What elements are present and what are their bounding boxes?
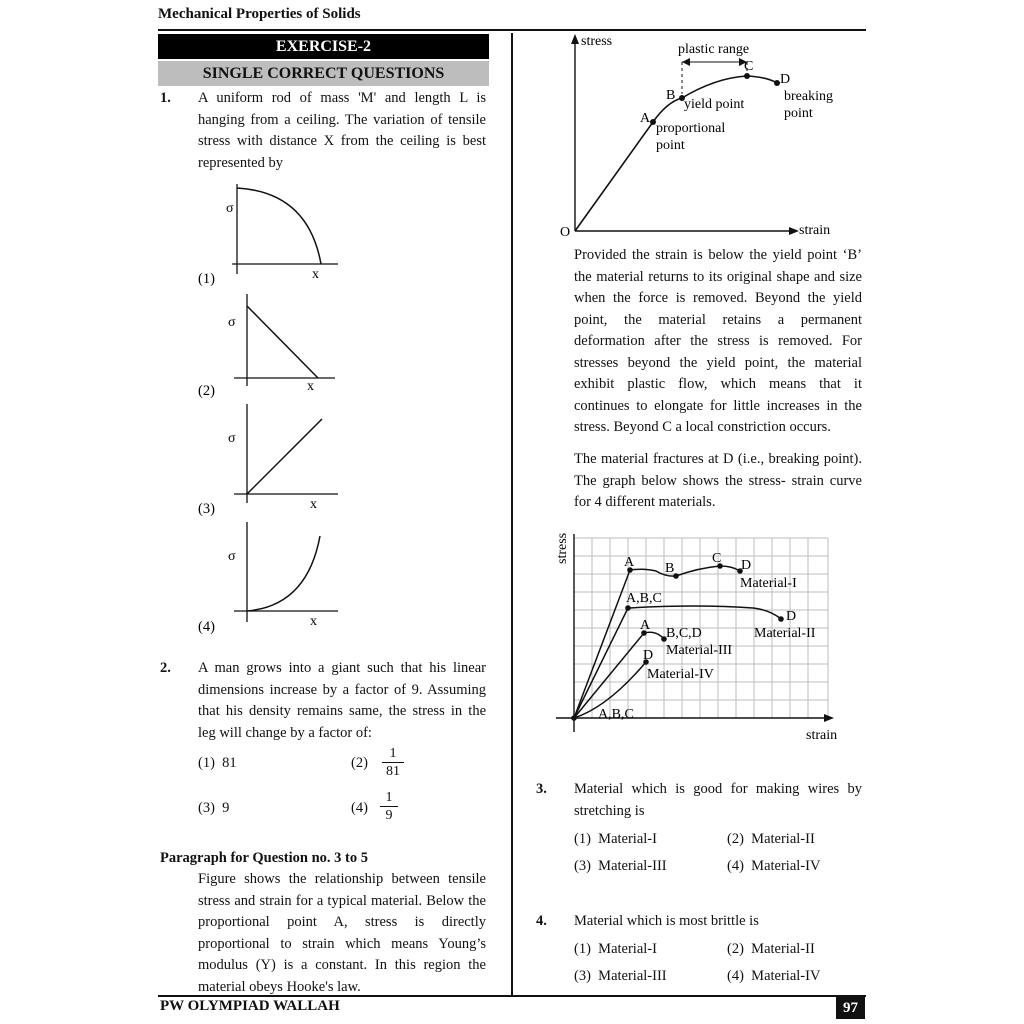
- q4-option-2: [727, 941, 815, 958]
- q1-graph-4-xlabel: x: [310, 614, 317, 629]
- q2-option-1: [198, 755, 237, 772]
- q3-number: 3.: [536, 781, 547, 797]
- page-header-title: Mechanical Properties of Solids: [158, 6, 361, 22]
- q3-option-2-label: (2): [727, 831, 744, 847]
- q4-option-2-value: Material-II: [751, 941, 815, 957]
- fig2-xlabel: strain: [806, 728, 838, 743]
- q2-option-1-value: 81: [222, 755, 237, 771]
- fig2-m3-a: A: [640, 618, 651, 633]
- q3-option-1: [574, 831, 657, 848]
- q1-graph-1: [198, 184, 338, 287]
- q1-graph-3-xlabel: x: [310, 497, 317, 512]
- q4-option-1: [574, 941, 657, 958]
- fig2-ylabel: stress: [555, 532, 570, 564]
- fig2-m1-b: B: [665, 561, 675, 576]
- paragraph-heading: Paragraph for Question no. 3 to 5: [160, 850, 368, 866]
- q1-graph-1-label: (1): [198, 271, 215, 287]
- fig1-breaking-2: point: [784, 106, 813, 121]
- q4-option-1-value: Material-I: [598, 941, 657, 957]
- q4-option-1-label: (1): [574, 941, 591, 957]
- q4-option-4-label: (4): [727, 968, 744, 984]
- fig1-yield-point: yield point: [684, 97, 745, 112]
- q3-option-4-value: Material-IV: [751, 858, 821, 874]
- fig1-point-c: C: [744, 59, 754, 74]
- q2-option-4-fraction: [380, 789, 398, 824]
- q1-graph-2: [198, 294, 335, 399]
- fig1-origin: O: [560, 225, 571, 240]
- q2-option-1-label: (1): [198, 755, 215, 771]
- q4-text: Material which is most brittle is: [574, 913, 759, 929]
- materials-figure: [548, 522, 848, 747]
- fig2-origin-abc: A,B,C: [598, 707, 634, 722]
- q4-number: 4.: [536, 913, 547, 929]
- fig2-m4-name: Material-IV: [647, 667, 714, 682]
- q2-option-2-denominator: 81: [386, 764, 400, 779]
- fig1-point-d: D: [780, 72, 791, 87]
- q1-graph-2-label: (2): [198, 383, 215, 399]
- page-number: 97: [836, 997, 865, 1019]
- q1-graph-3-label: (3): [198, 501, 215, 517]
- q3-option-1-label: (1): [574, 831, 591, 847]
- q1-graphs: [190, 178, 350, 648]
- fig2-m3-name: Material-III: [666, 643, 733, 658]
- q4-option-3: [574, 968, 667, 985]
- q2-option-4-denominator: 9: [385, 808, 393, 823]
- fig2-m2-abc: A,B,C: [626, 591, 662, 606]
- q4-option-3-label: (3): [574, 968, 591, 984]
- q2-option-2-numerator: 1: [382, 745, 404, 763]
- q2-option-4-numerator: 1: [380, 789, 398, 807]
- q1-text: A uniform rod of mass 'M' and length L is hanging from a ceiling. The variation of tensile stress with distance X from the ceiling is best represented by: [198, 90, 486, 171]
- q1-graph-2-ylabel: σ: [228, 315, 236, 330]
- q1-graph-2-xlabel: x: [307, 379, 314, 394]
- q1-graph-3-ylabel: σ: [228, 431, 236, 446]
- fig1-proportional-2: point: [656, 138, 685, 153]
- q1-graph-3: [198, 404, 338, 517]
- stress-strain-figure: [545, 32, 865, 247]
- q3-text: Material which is good for making wires by stretching is: [574, 781, 862, 819]
- q1-graph-1-xlabel: x: [312, 267, 319, 282]
- q1-graph-4: [198, 522, 338, 635]
- q3-option-4: [727, 858, 820, 875]
- column-divider: [511, 33, 513, 995]
- footer-brand: PW OLYMPIAD WALLAH: [160, 998, 340, 1014]
- fig2-m1-name: Material-I: [740, 576, 797, 591]
- fig2-m3-bcd: B,C,D: [666, 626, 702, 641]
- fig2-m4-d: D: [643, 648, 654, 663]
- q3-option-3: [574, 858, 667, 875]
- q4-option-3-value: Material-III: [598, 968, 667, 984]
- q3-option-2-value: Material-II: [751, 831, 815, 847]
- q2-option-3: [198, 800, 229, 817]
- q1-graph-1-ylabel: σ: [226, 201, 234, 216]
- header-rule: [158, 29, 866, 31]
- q3-option-1-value: Material-I: [598, 831, 657, 847]
- fig1-plastic-range: plastic range: [678, 42, 750, 57]
- q2-option-2-label: (2): [351, 755, 368, 771]
- q4-option-2-label: (2): [727, 941, 744, 957]
- fig1-ylabel: stress: [581, 34, 613, 49]
- fig1-point-b: B: [666, 88, 676, 103]
- q4-option-4-value: Material-IV: [751, 968, 821, 984]
- q1-graph-4-label: (4): [198, 619, 215, 635]
- paragraph-text-3: The material fractures at D (i.e., breaking point). The graph below shows the stress- strain curve for 4 different materials.: [574, 451, 862, 510]
- q3-option-3-label: (3): [574, 858, 591, 874]
- fig1-breaking-1: breaking: [784, 89, 833, 104]
- fig1-proportional-1: proportional: [656, 121, 726, 136]
- exercise-title: EXERCISE-2: [158, 34, 489, 59]
- q2-number: 2.: [160, 660, 171, 676]
- q3-option-4-label: (4): [727, 858, 744, 874]
- q2-option-4-label: (4): [351, 800, 368, 816]
- q2-option-2-fraction: [382, 745, 404, 780]
- q3-option-2: [727, 831, 815, 848]
- q3-option-3-value: Material-III: [598, 858, 667, 874]
- q2-option-3-value: 9: [222, 800, 230, 816]
- fig1-point-a: A: [640, 111, 651, 126]
- q1-graph-4-ylabel: σ: [228, 549, 236, 564]
- fig2-m1-d: D: [741, 558, 752, 573]
- paragraph-text: Figure shows the relationship between tensile stress and strain for a typical material. Below the proportional point A, stress is directly proportional to strain which means Young’s modulus (Y) is a constant. In this region the material obeys Hooke's law.: [198, 871, 486, 995]
- fig1-xlabel: strain: [799, 223, 831, 238]
- fig2-m2-name: Material-II: [754, 626, 816, 641]
- q1-number: 1.: [160, 90, 171, 106]
- paragraph-text-2: Provided the strain is below the yield point ‘B’ the material returns to its original shape and size when the force is removed. Beyond the yield point, the material retains a permanent deformation after the stress is removed. For stresses beyond the yield point, the material exhibit plastic flow, which means that it continues to elongate for little increases in the stress. Beyond C a local constriction occurs.: [574, 247, 862, 435]
- fig2-m2-d: D: [786, 609, 797, 624]
- q2-option-3-label: (3): [198, 800, 215, 816]
- section-title: SINGLE CORRECT QUESTIONS: [158, 61, 489, 86]
- fig2-m1-c: C: [712, 551, 722, 566]
- fig2-m1-a: A: [624, 555, 635, 570]
- q2-text: A man grows into a giant such that his linear dimensions increase by a factor of 9. Assuming that his density remains same, the stress in the leg will change by a factor of:: [198, 660, 486, 741]
- q4-option-4: [727, 968, 820, 985]
